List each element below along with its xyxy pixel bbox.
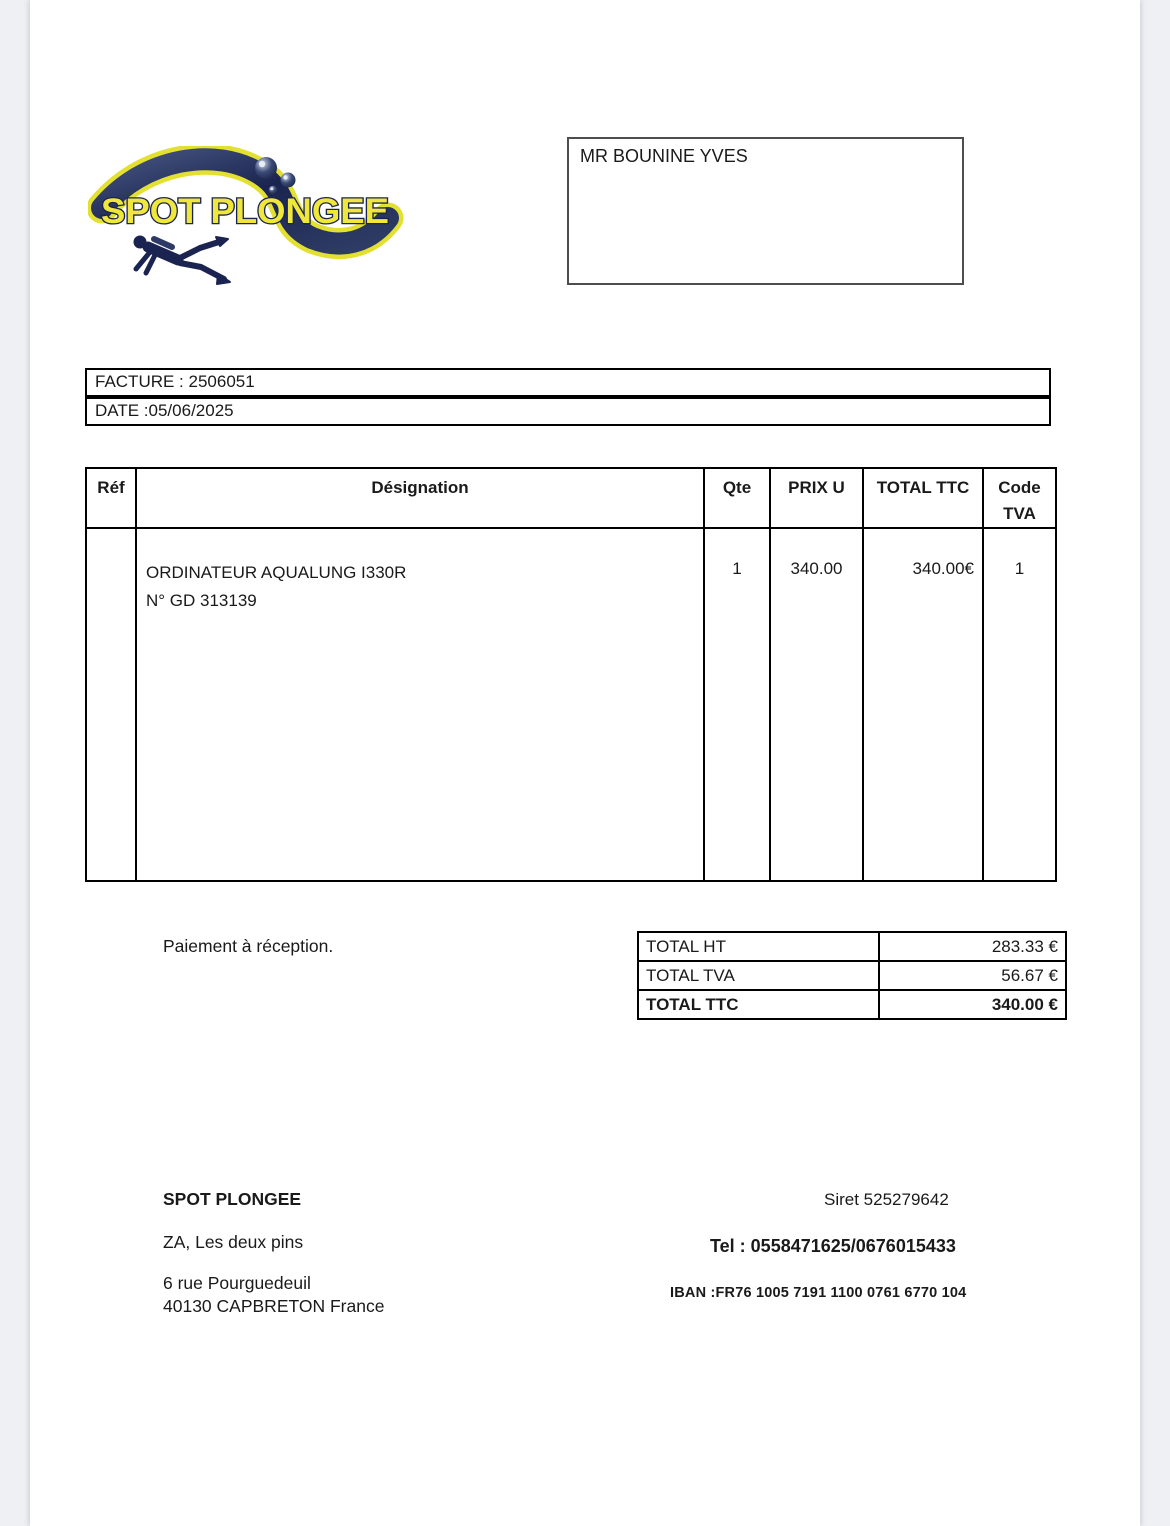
- items-table: [85, 467, 1057, 882]
- company-logo: [88, 146, 404, 292]
- footer-siret: Siret 525279642: [824, 1190, 949, 1209]
- footer-address-line3: 40130 CAPBRETON France: [163, 1296, 385, 1316]
- total-ttc-label: TOTAL TTC: [638, 990, 879, 1019]
- cell-designation: [136, 528, 704, 881]
- col-header-total-ttc: TOTAL TTC: [863, 468, 983, 528]
- cell-code-tva: 1: [983, 528, 1056, 881]
- total-ttc-row: [638, 990, 1066, 1019]
- footer-company-name: SPOT PLONGEE: [163, 1189, 302, 1209]
- total-tva-row: [638, 961, 1066, 990]
- total-ttc-value: 340.00 €: [879, 990, 1066, 1019]
- customer-name: MR BOUNINE YVES: [580, 146, 748, 166]
- total-tva-value: 56.67 €: [879, 961, 1066, 990]
- item-designation-line1: ORDINATEUR AQUALUNG I330R: [146, 563, 407, 582]
- diver-icon: [134, 236, 231, 285]
- footer-address-line1: ZA, Les deux pins: [163, 1232, 304, 1252]
- items-header-row: [86, 468, 1056, 528]
- cell-ref: [86, 528, 136, 881]
- cell-qte: 1: [704, 528, 770, 881]
- col-header-code-tva: Code TVA: [983, 468, 1056, 528]
- cell-prix-u: 340.00: [770, 528, 863, 881]
- customer-address-box: [567, 137, 964, 285]
- footer-telephone: Tel : 0558471625/0676015433: [710, 1236, 956, 1256]
- brand-name-text: SPOT PLONGEE: [101, 192, 389, 231]
- col-header-prix-u: PRIX U: [770, 468, 863, 528]
- invoice-number-box: [85, 368, 1051, 397]
- total-tva-label: TOTAL TVA: [638, 961, 879, 990]
- spot-plongee-logo-graphic: [88, 146, 404, 292]
- col-header-qte: Qte: [704, 468, 770, 528]
- invoice-date: DATE :05/06/2025: [95, 401, 234, 420]
- cell-total-ttc: 340.00€: [863, 528, 983, 881]
- col-header-designation: Désignation: [136, 468, 704, 528]
- table-row: [86, 528, 1056, 881]
- total-ht-label: TOTAL HT: [638, 932, 879, 961]
- footer-address-line2: 6 rue Pourguedeuil: [163, 1273, 311, 1293]
- payment-terms-note: Paiement à réception.: [163, 936, 334, 956]
- col-header-ref: Réf: [86, 468, 136, 528]
- invoice-number: FACTURE : 2506051: [95, 372, 255, 391]
- total-ht-value: 283.33 €: [879, 932, 1066, 961]
- invoice-date-box: [85, 397, 1051, 426]
- item-designation-line2: N° GD 313139: [146, 591, 257, 610]
- totals-table: [637, 931, 1067, 1020]
- total-ht-row: [638, 932, 1066, 961]
- footer-iban: IBAN :FR76 1005 7191 1100 0761 6770 104: [670, 1285, 967, 1301]
- invoice-page: [30, 0, 1140, 1526]
